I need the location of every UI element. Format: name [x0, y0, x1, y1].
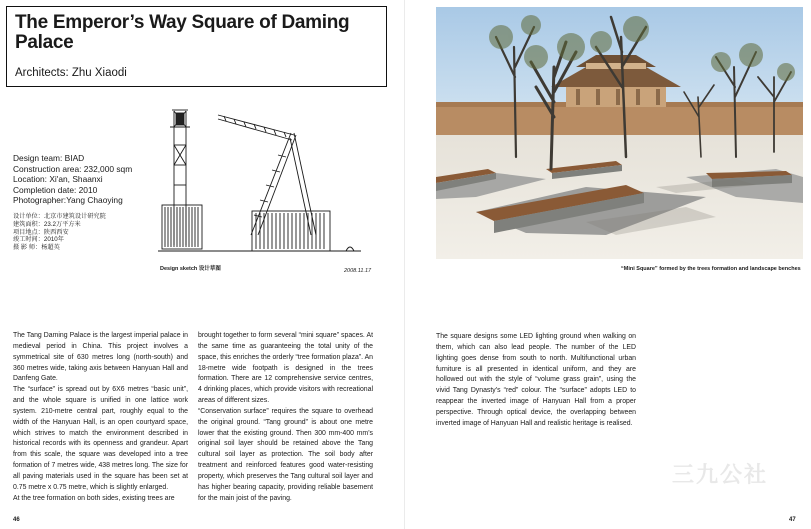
info-completion-date: Completion date: 2010 — [13, 184, 98, 195]
info-location: Location: Xi'an, Shaanxi — [13, 174, 103, 184]
info-cn-line: 项目地点：陕西西安 — [13, 228, 69, 236]
paragraph: The square designs some LED lighting ground when walking on them, which can also lead people. The number of the LED lighting goes dense from south to north. Multifunctional urban furniture is all presented in identical uniform, and they are hollowed out with the style of “volume grass grain”, using the vivid Tang Dynasty’s “red” colour. The “surface” adopts LED to reappear the inverted image of Hanyuan Hall from a proper perspective. Through optical device, the overlapping between inverted image of Hanyuan Hall and realistic heritage is realised. — [436, 333, 636, 427]
photo-caption: “Mini Square” formed by the trees formation and landscape benches — [621, 266, 801, 272]
paragraph: “Conservation surface” requires the square to overhead the original ground. “Tang ground” is about one metre lower that the existing ground. Then 300 mm-400 mm’s original soil layer should be retained above the Tang cultural soil layer as protection. The soil body after treatment and reinforced features good water-resisting property, which preserves the Tang cultural soil layer and has higher bearing capacity, providing reliable basement for the main joist of the paving. — [198, 407, 373, 502]
paragraph: The Tang Daming Palace is the largest imperial palace in medieval period in China. This project involves a symmetrical site of 630 metres long (north-south) and 360 metres wide, taking axis between Hanyuan Hall and Danfeng Gate. — [13, 332, 188, 383]
info-construction-area: Construction area: 232,000 sqm — [13, 163, 133, 174]
body-column-2 — [198, 331, 373, 505]
info-photographer: Photographer:Yang Chaoying — [13, 195, 123, 205]
body-column-3 — [436, 332, 636, 430]
info-design-team: Design team: BIAD — [13, 153, 85, 163]
design-sketch — [156, 105, 366, 263]
page-number-left: 46 — [13, 517, 20, 523]
body-column-1 — [13, 331, 188, 505]
paragraph: The “surface” is spread out by 6X6 metres “basic unit”, and the whole square is unified in one lattice work system. 210-metre central part, roughly equal to the width of the Hanyuan Hall, is an open courtyard space, which strives to match the environment described in historical records with its openness and grandeur. Apart from this scale, the square was developed into a tree formation of 7 metres wide, 438 metres long. The size for all paving materials used in the square has been set at 0.75 metre x 0.75 metre, which is slightly enlarged. — [13, 386, 188, 491]
sketch-caption: Design sketch 设计草图 — [160, 266, 221, 272]
info-cn-line: 建筑面积：23.2万平方米 — [13, 220, 81, 228]
info-cn-line: 设计单位：北京市建筑设计研究院 — [13, 213, 106, 220]
left-page — [0, 0, 405, 529]
page-title: The Emperor’s Way Square of Daming Palace — [15, 12, 350, 53]
square-photo — [436, 7, 803, 259]
paragraph: At the tree formation on both sides, existing trees are — [13, 494, 175, 502]
project-info-en — [13, 153, 132, 206]
info-cn-line: 竣工时间：2010年 — [13, 236, 64, 244]
sketch-signature: 2008.11.17 — [344, 268, 372, 274]
project-info-cn — [13, 213, 106, 252]
paragraph: brought together to form several “mini square” spaces. At the same time as guaranteeing the total unity of the space, this enriches the orderly “tree formation plaza”. An 18-metre wide footpath is designed in the trees formation. There are 12 comprehensive service centres, 4 drinking places, which provide visitors with recreational areas of different sizes. — [198, 332, 373, 405]
title-box — [6, 6, 387, 87]
watermark: 三九公社 — [672, 462, 769, 487]
page-number-right: 47 — [789, 517, 796, 523]
info-cn-line: 摄 影 师：杨超英 — [13, 244, 60, 252]
architects-line: Architects: Zhu Xiaodi — [15, 67, 127, 79]
